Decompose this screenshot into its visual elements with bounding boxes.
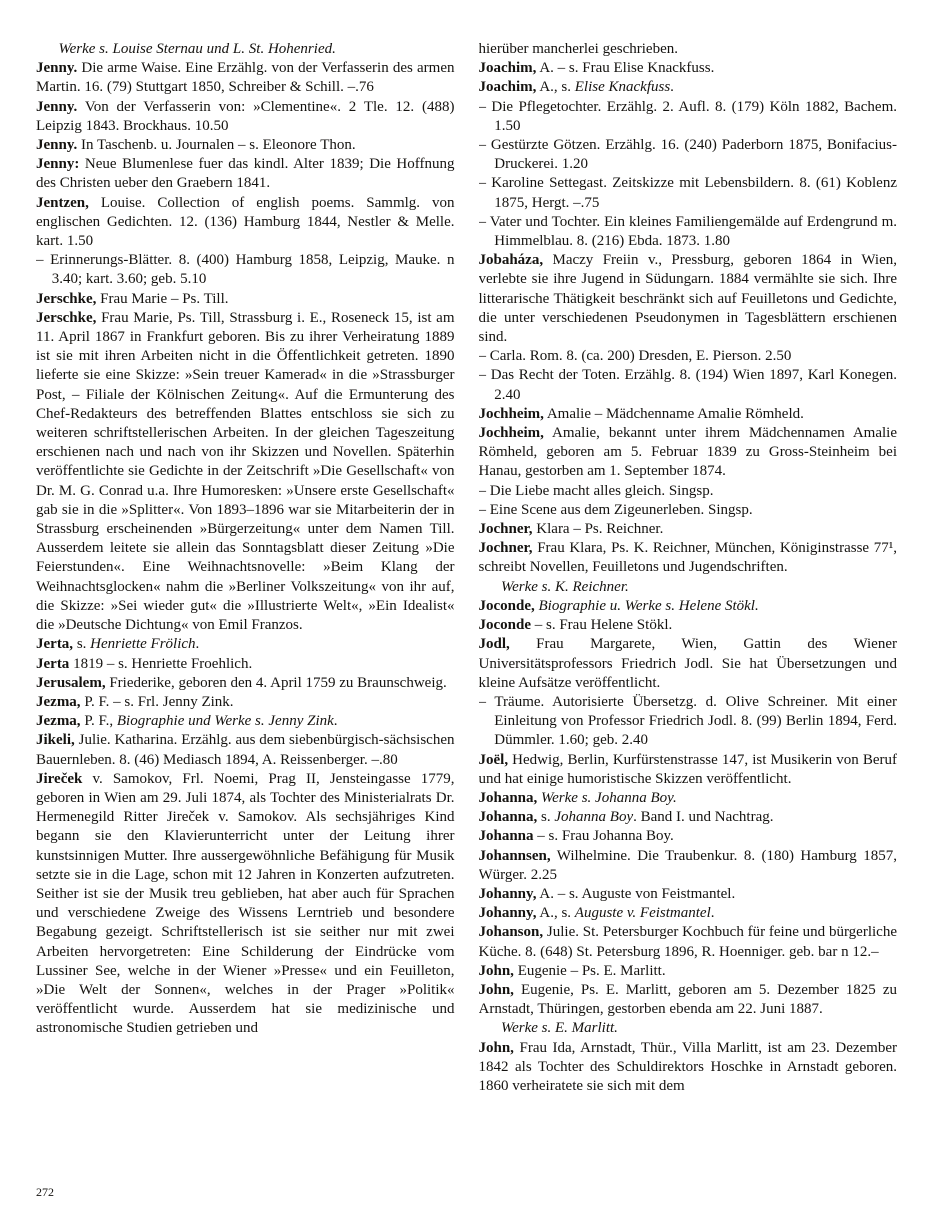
entry-text: – Die Pflegetochter. Erzählg. 2. Aufl. 8. (179) Köln 1882, Bachem. 1.50 (478, 98, 897, 134)
lexicon-entry (479, 981, 898, 1019)
lexicon-entry (36, 635, 455, 654)
entry-text: – Karoline Settegast. Zeitskizze mit Lebensbildern. 8. (61) Koblenz 1875, Hergt. –.75 (478, 175, 897, 211)
lexicon-entry (479, 751, 898, 789)
lexicon-entry (36, 655, 455, 674)
entry-text: Maczy Freiin v., Pressburg, geboren 1864 in Wien, verlebte sie ihre Jugend in Südungarn. 1884 vermählte sie sich. Ihre litterarische Thätigkeit beschränkt sich auf Feuilletons und Gedichte, die unter verschiedenen Pseudonymen in Tagesblättern erschienen sind. (478, 252, 897, 346)
werke-reference (479, 1019, 898, 1038)
entry-headword: Jenny: (36, 156, 80, 173)
entry-text: Frau Ida, Arnstadt, Thür., Villa Marlitt, ist am 23. Dezember 1842 als Tochter des Schuldirektors Hoschke in Arnstadt geboren. 1860 verheiratete sie sich mit dem (478, 1039, 897, 1094)
entry-headword: Jenny. (36, 137, 78, 154)
lexicon-entry (36, 693, 455, 712)
lexicon-entry (479, 424, 898, 482)
work-list-item (479, 174, 898, 212)
entry-text: Eugenie – Ps. E. Marlitt. (513, 962, 666, 979)
entry-headword: Jochner, (478, 540, 533, 557)
entry-text: Frau Klara, Ps. K. Reichner, München, Königinstrasse 77¹, schreibt Novellen, Feuilletons und Jugendschriften. (478, 540, 897, 576)
entry-text: 1819 – s. Henriette Froehlich. (69, 655, 253, 672)
entry-headword: Jireček (36, 770, 83, 787)
entry-text: Frau Margarete, Wien, Gattin des Wiener Universitätsprofessors Friedrich Jodl. Sie hat Übersetzungen und kleine Aufsätze veröffentlicht. (478, 636, 897, 691)
entry-text: Die arme Waise. Eine Erzählg. von der Verfasserin des armen Martin. 16. (79) Stuttgart 1850, Schreiber & Schill. –.76 (36, 60, 455, 96)
entry-text: – Gestürzte Götzen. Erzählg. 16. (240) Paderborn 1875, Bonifacius-Druckerei. 1.20 (478, 137, 897, 173)
entry-text: Eugenie, Ps. E. Marlitt, geboren am 5. Dezember 1825 zu Arnstadt, Thüringen, gestorben ebenda am 22. Juni 1887. (478, 981, 897, 1018)
lexicon-entry (479, 59, 898, 78)
lexicon-entry (36, 98, 455, 136)
entry-headword: Joconde (478, 617, 531, 634)
entry-continuation (479, 40, 898, 59)
entry-headword: Jerusalem, (36, 674, 106, 691)
entry-text: – Die Liebe macht alles gleich. Singsp. (478, 482, 714, 499)
lexicon-entry (479, 597, 898, 616)
entry-text: Neue Blumenlese fuer das kindl. Alter 1839; Die Hoffnung des Christen ueber den Graebern 1841. (36, 156, 455, 192)
entry-text: . (670, 79, 674, 96)
entry-text: Hedwig, Berlin, Kurfürstenstrasse 147, ist Musikerin von Beruf und hat einige humoristische Skizzen veröffentlicht. (478, 751, 897, 787)
lexicon-entry (479, 808, 898, 827)
cross-reference: Werke s. K. Reichner. (501, 578, 629, 595)
lexicon-entry (479, 520, 898, 539)
entry-text: hierüber mancherlei geschrieben. (478, 41, 678, 57)
right-column (479, 40, 898, 1182)
cross-reference: Werke s. Louise Sternau und L. St. Hohenried. (58, 41, 336, 57)
entry-headword: Jerta (36, 655, 70, 672)
work-list-item (479, 213, 898, 251)
lexicon-entry (36, 194, 455, 252)
work-list-item (479, 693, 898, 751)
lexicon-entry (36, 309, 455, 635)
entry-text: . (195, 636, 200, 653)
lexicon-entry (479, 847, 898, 885)
entry-text: v. Samokov, Frl. Noemi, Prag II, Jensteingasse 1779, geboren in Wien am 29. Juli 1874, als Tochter des Ministerialrats Dr. Hermenegild Ritter Jireček v. Samokov. Als sechsjähriges Kind begann sie den Klavierunterricht unter der Leitung ihrer kunstsinnigen Mutter. Ihre aussergewöhnliche Befähigung für Musik setzte sie in die Lage, schon mit 12 Jahren in Konzerten aufzutreten. Seither ist sie der Musik treu geblieben, hat aber auch für Sprachen und verschiedene Zweige des Wissens Lerntrieb und besondere Begabung gezeigt. Schriftstellerisch ist sie seither nur mit zwei Arbeiten hervorgetreten: Eine Schilderung der Eindrücke vom Lussiner See, welche in der Wiener »Presse« und ein Feuilleton, »Die Welt der Sonnen«, welches in der Prager »Politik« veröffentlicht wurde. Ausserdem hat sie medizinische und astronomische Studien getrieben und (36, 770, 455, 1037)
lexicon-entry (479, 885, 898, 904)
cross-reference: Auguste v. Feistmantel (574, 905, 711, 922)
lexicon-entry (36, 674, 455, 693)
entry-text: A. – s. Frau Elise Knackfuss. (536, 60, 715, 77)
entry-text: – Das Recht der Toten. Erzählg. 8. (194) Wien 1897, Karl Konegen. 2.40 (478, 367, 897, 403)
entry-text: – Erinnerungs-Blätter. 8. (400) Hamburg 1858, Leipzig, Mauke. n 3.40; kart. 3.60; geb. 5.10 (36, 252, 455, 288)
entry-headword: Joconde, (478, 597, 535, 614)
cross-reference: Johanna Boy (554, 809, 634, 826)
lexicon-entry (479, 616, 898, 635)
lexicon-entry (479, 827, 898, 846)
entry-text: – s. Frau Helene Stökl. (531, 617, 673, 634)
entry-headword: Jenny. (36, 60, 78, 77)
entry-text: . Band I. und Nachtrag. (633, 809, 774, 826)
entry-text: s. (537, 809, 555, 826)
lexicon-entry (36, 290, 455, 309)
entry-text: s. (73, 636, 91, 653)
entry-headword: John, (478, 962, 514, 979)
entry-headword: Jochner, (478, 521, 533, 538)
entry-headword: Johanna (478, 828, 534, 845)
lexicon-entry (36, 770, 455, 1039)
entry-headword: Jerschke, (36, 309, 97, 326)
entry-headword: Jenny. (36, 98, 78, 115)
entry-headword: John, (478, 981, 514, 998)
entry-text: . (710, 905, 715, 922)
entry-headword: Jikeli, (36, 732, 75, 749)
entry-text: – Träume. Autorisierte Übersetzg. d. Olive Schreiner. Mit einer Einleitung von Professor Friedrich Jodl. 8. (99) Berlin 1894, Ferd. Dümmler. 1.60; geb. 2.40 (478, 693, 897, 749)
lexicon-entry (36, 136, 455, 155)
entry-headword: Joachim, (478, 60, 537, 77)
werke-reference (479, 578, 898, 597)
lexicon-entry (36, 731, 455, 769)
entry-text: P. F. – s. Frl. Jenny Zink. (80, 693, 234, 710)
entry-headword: Jobaháza, (478, 252, 544, 269)
lexicon-entry (479, 1039, 898, 1097)
entry-text: Julie. St. Petersburger Kochbuch für feine und bürgerliche Küche. 8. (648) St. Petersburg 1896, R. Hoenniger. geb. bar n 12.– (478, 924, 897, 960)
lexicon-entry (36, 155, 455, 193)
lexicon-entry (479, 251, 898, 347)
lexicon-entry (479, 923, 898, 961)
entry-text: Frau Marie – Ps. Till. (96, 290, 229, 307)
entry-text: A., s. (536, 905, 575, 922)
work-list-item (479, 136, 898, 174)
entry-text: Julie. Katharina. Erzählg. aus dem siebenbürgisch-sächsischen Bauernleben. 8. (46) Mediasch 1894, A. Reissenberger. –.80 (36, 732, 455, 768)
entry-text: – s. Frau Johanna Boy. (533, 828, 674, 845)
entry-headword: John, (478, 1039, 514, 1056)
work-list-item (479, 482, 898, 501)
entry-headword: Jerschke, (36, 290, 97, 307)
entry-text: Frau Marie, Ps. Till, Strassburg i. E., Roseneck 15, ist am 11. April 1867 in Frankfurt geboren. Bis zu ihrer Verheiratung 1889 ist sie mit ihren Arbeiten nicht in die Öffentlichkeit getreten. 1890 lieferte sie eine Skizze: »Sein treuer Kamerad« in die »Strassburger Post, – Filiale der Kölnischen Zeitung«. Auf die Ermunterung des Chef-Redakteurs des betreffenden Blattes entschloss sie sich zu weiteren schriftstellerischen Arbeiten. In der gleichen Tageszeitung erschienen nach und nach von ihr Skizzen und Novellen. Späterhin veröffentlichte sie Gedichte in der Zeitschrift »Die Gesellschaft« von Dr. M. G. Conrad u.a. Ihre Humoresken: »Unsere erste Gesellschaft« gab sie in die »Splitter«. Von 1893–1896 war sie Mitarbeiterin der in Strassburg erscheinenden »Bürgerzeitung« unter dem Namen Till. Ausserdem leitete sie allein das Sonntagsblatt dieser Zeitung »Die Feierstunden«. Eine Weihnachtsnovelle: »Beim Klang der Weihnachtsglocken« nahm die »Berliner Volkszeitung« von ihr auf, die Skizze: »Sei wieder gut« die »Illustrierte Welt«, »Ein Idealist« die »Deutsche Dichtung« von Emil Franzos. (36, 309, 455, 634)
entry-text: . (333, 713, 338, 730)
entry-text: – Eine Scene aus dem Zigeunerleben. Singsp. (478, 501, 753, 518)
entry-text: Louise. Collection of english poems. Sammlg. von englischen Gedichten. 12. (136) Hamburg 1844, Nestler & Melle. kart. 1.50 (36, 194, 455, 250)
werke-reference (36, 40, 455, 59)
entry-text: A., s. (536, 79, 575, 96)
entry-headword: Jochheim, (478, 425, 544, 442)
cross-reference: Henriette Frölich (90, 636, 196, 653)
work-list-item (479, 366, 898, 404)
lexicon-entry (479, 405, 898, 424)
cross-reference: Werke s. Johanna Boy. (537, 789, 677, 806)
entry-text: A. – s. Auguste von Feistmantel. (536, 885, 736, 902)
entry-text: Amalie – Mädchenname Amalie Römheld. (543, 405, 804, 422)
lexicon-entry (36, 59, 455, 97)
lexicon-entry (479, 635, 898, 693)
lexicon-entry (479, 962, 898, 981)
lexicon-entry (479, 78, 898, 97)
entry-text: Friederike, geboren den 4. April 1759 zu Braunschweig. (105, 674, 447, 691)
entry-headword: Jezma, (36, 693, 81, 710)
page-number: 272 (36, 1185, 54, 1199)
entry-headword: Johanson, (478, 924, 544, 941)
entry-text: – Vater und Tochter. Ein kleines Familiengemälde auf Erdengrund m. Himmelblau. 8. (216) Ebda. 1873. 1.80 (478, 213, 897, 250)
entry-headword: Jezma, (36, 713, 81, 730)
cross-reference: Biographie u. Werke s. Helene Stökl. (534, 597, 759, 614)
work-list-item (479, 501, 898, 520)
entry-text: In Taschenb. u. Journalen – s. Eleonore Thon. (77, 137, 356, 154)
entry-headword: Joachim, (478, 79, 537, 96)
work-list-item (479, 347, 898, 366)
cross-reference: Biographie und Werke s. Jenny Zink (116, 713, 334, 730)
entry-text: Amalie, bekannt unter ihrem Mädchennamen Amalie Römheld, geboren am 5. Februar 1839 zu Gross-Steinheim bei Hanau, gestorben am 1. September 1874. (478, 425, 897, 480)
entry-headword: Johannsen, (478, 847, 551, 864)
entry-text: P. F., (80, 713, 117, 730)
entry-text: Klara – Ps. Reichner. (532, 521, 664, 538)
entry-text: Wilhelmine. Die Traubenkur. 8. (180) Hamburg 1857, Würger. 2.25 (478, 847, 897, 883)
two-column-text-block (36, 40, 897, 1182)
entry-text: – Carla. Rom. 8. (ca. 200) Dresden, E. Pierson. 2.50 (478, 348, 792, 365)
entry-headword: Johanny, (478, 905, 537, 922)
cross-reference: Elise Knackfuss (574, 79, 671, 96)
work-list-item (479, 98, 898, 136)
entry-text: Von der Verfasserin von: »Clementine«. 2 Tle. 12. (488) Leipzig 1843. Brockhaus. 10.50 (36, 98, 455, 134)
entry-headword: Jentzen, (36, 194, 89, 211)
lexicon-entry (479, 789, 898, 808)
entry-headword: Johanna, (478, 809, 538, 826)
lexicon-entry (479, 539, 898, 577)
entry-headword: Johanny, (478, 885, 537, 902)
entry-headword: Johanna, (478, 789, 538, 806)
left-column (36, 40, 455, 1182)
entry-headword: Joël, (478, 751, 509, 768)
work-list-item (36, 251, 455, 289)
cross-reference: Werke s. E. Marlitt. (501, 1020, 618, 1037)
lexicon-entry (36, 712, 455, 731)
entry-headword: Jerta, (36, 636, 74, 653)
entry-headword: Jodl, (478, 636, 510, 653)
entry-headword: Jochheim, (478, 405, 544, 422)
lexicon-entry (479, 904, 898, 923)
